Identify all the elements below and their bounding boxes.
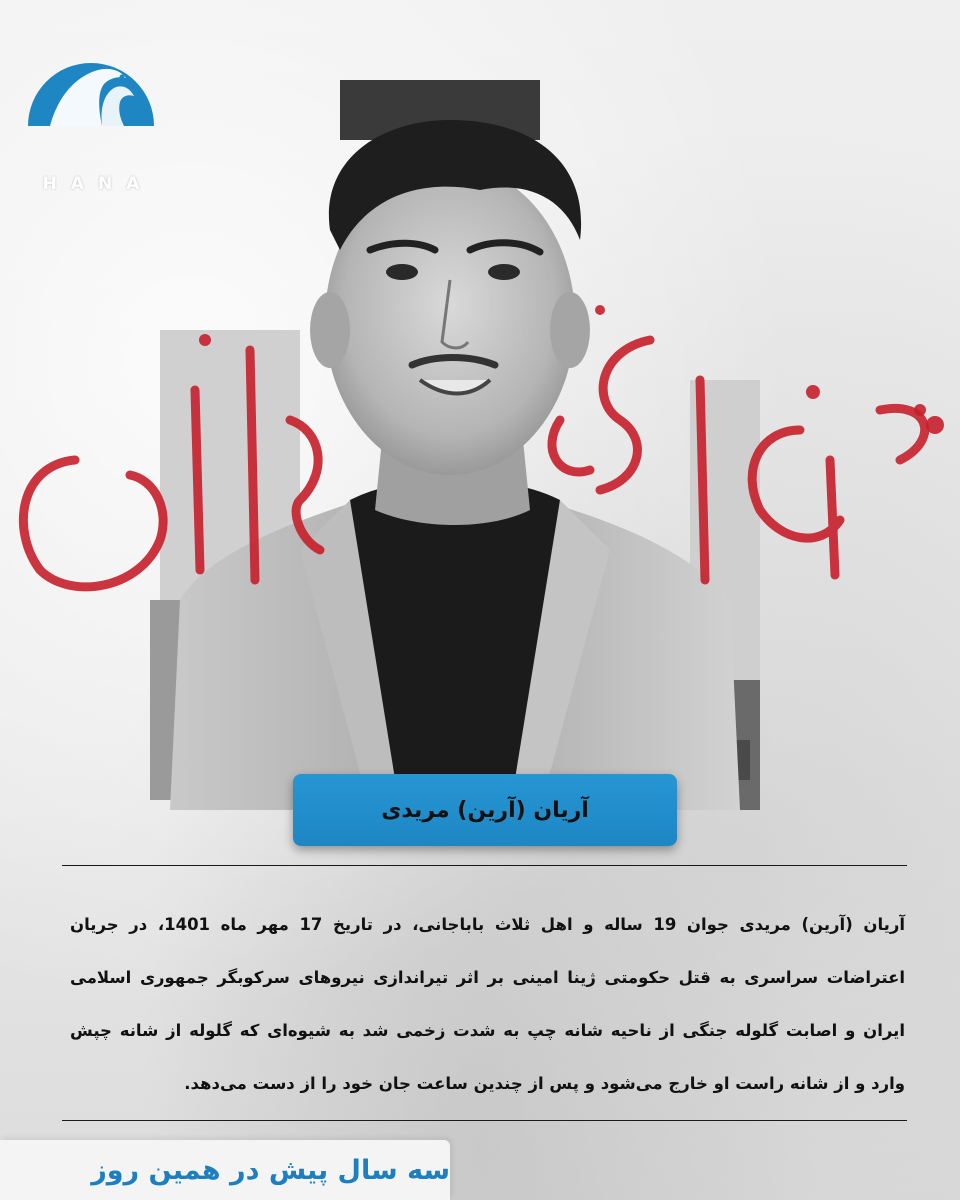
divider-top [62, 865, 907, 866]
hana-logo [28, 36, 154, 194]
divider-bottom [62, 1120, 907, 1121]
biography-text: آریان (آرین) مریدی جوان 19 ساله و اهل ثلاث باباجانی، در تاریخ 17 مهر ماه 1401، در جریان اعتراضات سراسری به قتل حکومتی ژینا امینی بر اثر تیراندازی نیروهای سرکوبگر جمهوری اسلامی ایران و اصابت گلوله جنگی از ناحیه شانه چپ به شدت زخمی شد به شیوه‌ای که گلوله از شانه چپش وارد و از شانه راست او خارج می‌شود و پس از چندین ساعت جان خود را از دست می‌دهد. [70, 915, 905, 1093]
footer-label [0, 1140, 450, 1200]
hana-logo-icon [28, 36, 154, 126]
hana-logo-text: HANA [42, 174, 154, 194]
name-banner [293, 774, 677, 846]
person-name: آریان (آرین) مریدی [381, 797, 589, 823]
graffiti-slogan [0, 280, 960, 610]
footer-label-text: سه سال پیش در همین روز [91, 1154, 450, 1186]
